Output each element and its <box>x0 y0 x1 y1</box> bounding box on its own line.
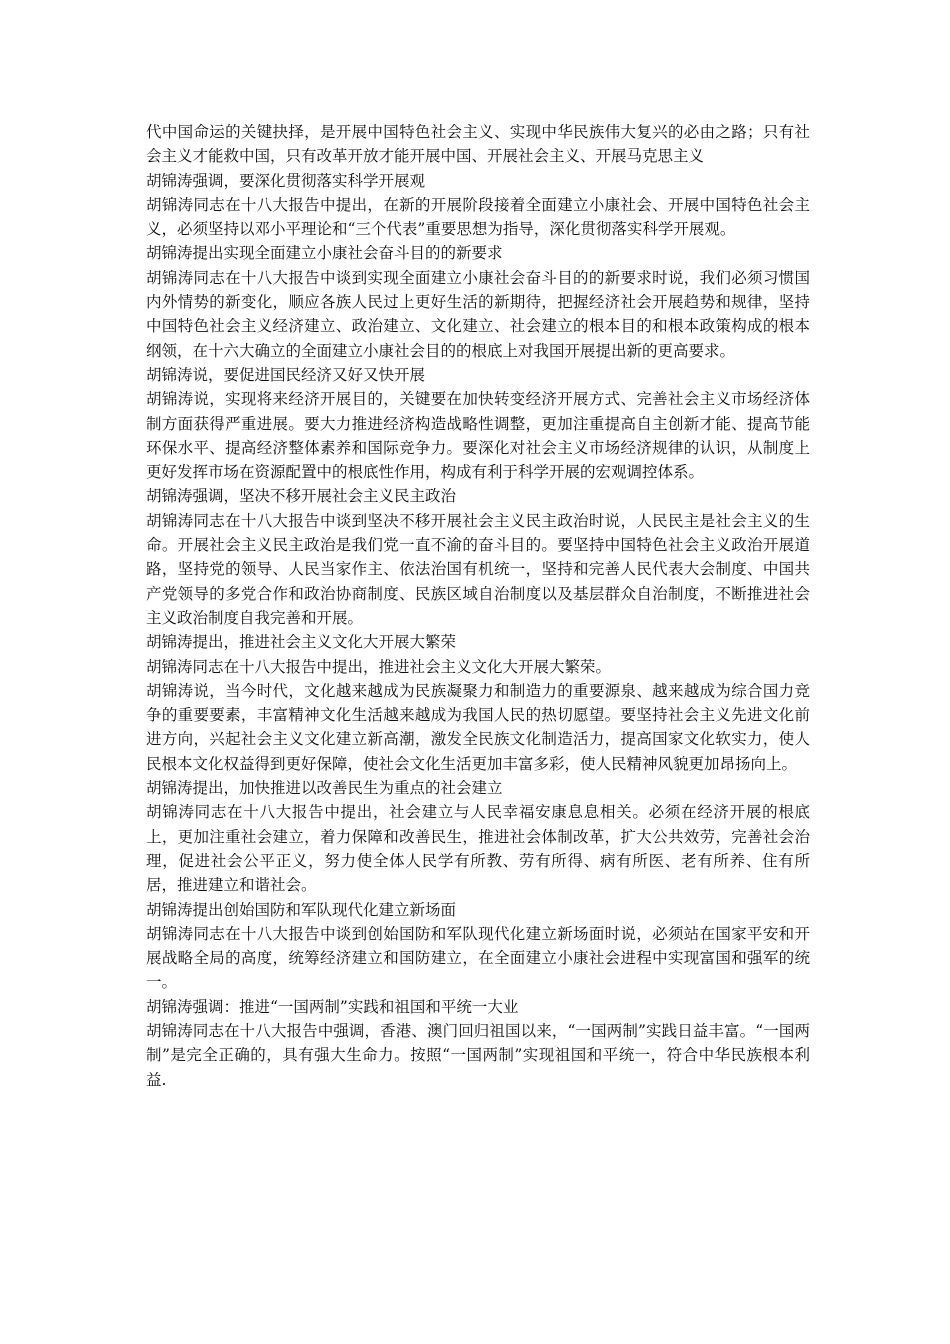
paragraph-socialist-culture-intro: 胡锦涛同志在十八大报告中提出，推进社会主义文化大开展大繁荣。 <box>146 657 612 676</box>
heading-xiaokang-goals: 胡锦涛提出实现全面建立小康社会奋斗目的的新要求 <box>146 244 503 263</box>
paragraph-social-construction: 胡锦涛同志在十八大报告中提出，社会建立与人民幸福安康息息相关。必须在经济开展的根底上，更加注重社会建立，着力保障和改善民生，推进社会体制改革，扩大公共效劳，完善社会治理，促进社会公平正义，努力使全体人民学有所教、劳有所得、病有所医、老有所养、住有所居，推进建立和谐社会。 <box>146 803 810 895</box>
heading-one-country-two-systems: 胡锦涛强调：推进“一国两制”实践和祖国和平统一大业 <box>146 997 519 1016</box>
paragraph-scientific-development: 胡锦涛同志在十八大报告中提出，在新的开展阶段接着全面建立小康社会、开展中国特色社会主义，必须坚持以邓小平理论和“三个代表”重要思想为指导，深化贯彻落实科学开展观。 <box>146 195 810 239</box>
paragraph-socialist-culture: 胡锦涛说，当今时代，文化越来越成为民族凝聚力和制造力的重要源泉、越来越成为综合国力竞争的重要要素，丰富精神文化生活越来越成为我国人民的热切愿望。要坚持社会主义先进文化前进方向，兴起社会主义文化建立新高潮，激发全民族文化制造活力，提高国家文化软实力，使人民根本文化权益得到更好保障，使社会文化生活更加丰富多彩，使人民精神风貌更加昂扬向上。 <box>146 681 810 773</box>
heading-social-construction: 胡锦涛提出，加快推进以改善民生为重点的社会建立 <box>146 779 503 798</box>
heading-national-economy: 胡锦涛说，要促进国民经济又好又快开展 <box>146 365 426 384</box>
heading-democratic-politics: 胡锦涛强调，坚决不移开展社会主义民主政治 <box>146 487 457 506</box>
heading-socialist-culture: 胡锦涛提出，推进社会主义文化大开展大繁荣 <box>146 633 457 652</box>
paragraph-national-defense: 胡锦涛同志在十八大报告中谈到创始国防和军队现代化建立新场面时说，必须站在国家平安和开展战略全局的高度，统筹经济建立和国防建立，在全面建立小康社会进程中实现富国和强军的统一。 <box>146 924 810 992</box>
paragraph-national-economy: 胡锦涛说，实现将来经济开展目的，关键要在加快转变经济开展方式、完善社会主义市场经济体制方面获得严重进展。要大力推进经济构造战略性调整，更加注重提高自主创新才能、提高节能环保水平、提高经济整体素养和国际竞争力。要深化对社会主义市场经济规律的认识，从制度上更好发挥市场在资源配置中的根底性作用，构成有利于科学开展的宏观调控体系。 <box>146 390 810 482</box>
document-page <box>146 120 810 1092</box>
heading-national-defense: 胡锦涛提出创始国防和军队现代化建立新场面 <box>146 900 457 919</box>
paragraph-democratic-politics: 胡锦涛同志在十八大报告中谈到坚决不移开展社会主义民主政治时说，人民民主是社会主义的生命。开展社会主义民主政治是我们党一直不渝的奋斗目的。要坚持中国特色社会主义政治开展道路，坚持党的领导、人民当家作主、依法治国有机统一，坚持和完善人民代表大会制度、中国共产党领导的多党合作和政治协商制度、民族区域自治制度以及基层群众自治制度，不断推进社会主义政治制度自我完善和开展。 <box>146 511 810 627</box>
paragraph-intro-continuation: 代中国命运的关键抉择，是开展中国特色社会主义、实现中华民族伟大复兴的必由之路；只有社会主义才能救中国，只有改革开放才能开展中国、开展社会主义、开展马克思主义 <box>146 123 810 166</box>
paragraph-xiaokang-goals: 胡锦涛同志在十八大报告中谈到实现全面建立小康社会奋斗目的的新要求时说，我们必须习惯国内外情势的新变化，顺应各族人民过上更好生活的新期待，把握经济社会开展趋势和规律，坚持中国特色社会主义经济建立、政治建立、文化建立、社会建立的根本目的和根本政策构成的根本纲领，在十六大确立的全面建立小康社会目的的根底上对我国开展提出新的更高要求。 <box>146 268 810 360</box>
paragraph-one-country-two-systems: 胡锦涛同志在十八大报告中强调，香港、澳门回归祖国以来，“一国两制”实践日益丰富。“一国两制”是完全正确的，具有强大生命力。按照“一国两制”实现祖国和平统一，符合中华民族根本利益. <box>146 1021 810 1089</box>
heading-scientific-development: 胡锦涛强调，要深化贯彻落实科学开展观 <box>146 171 426 190</box>
